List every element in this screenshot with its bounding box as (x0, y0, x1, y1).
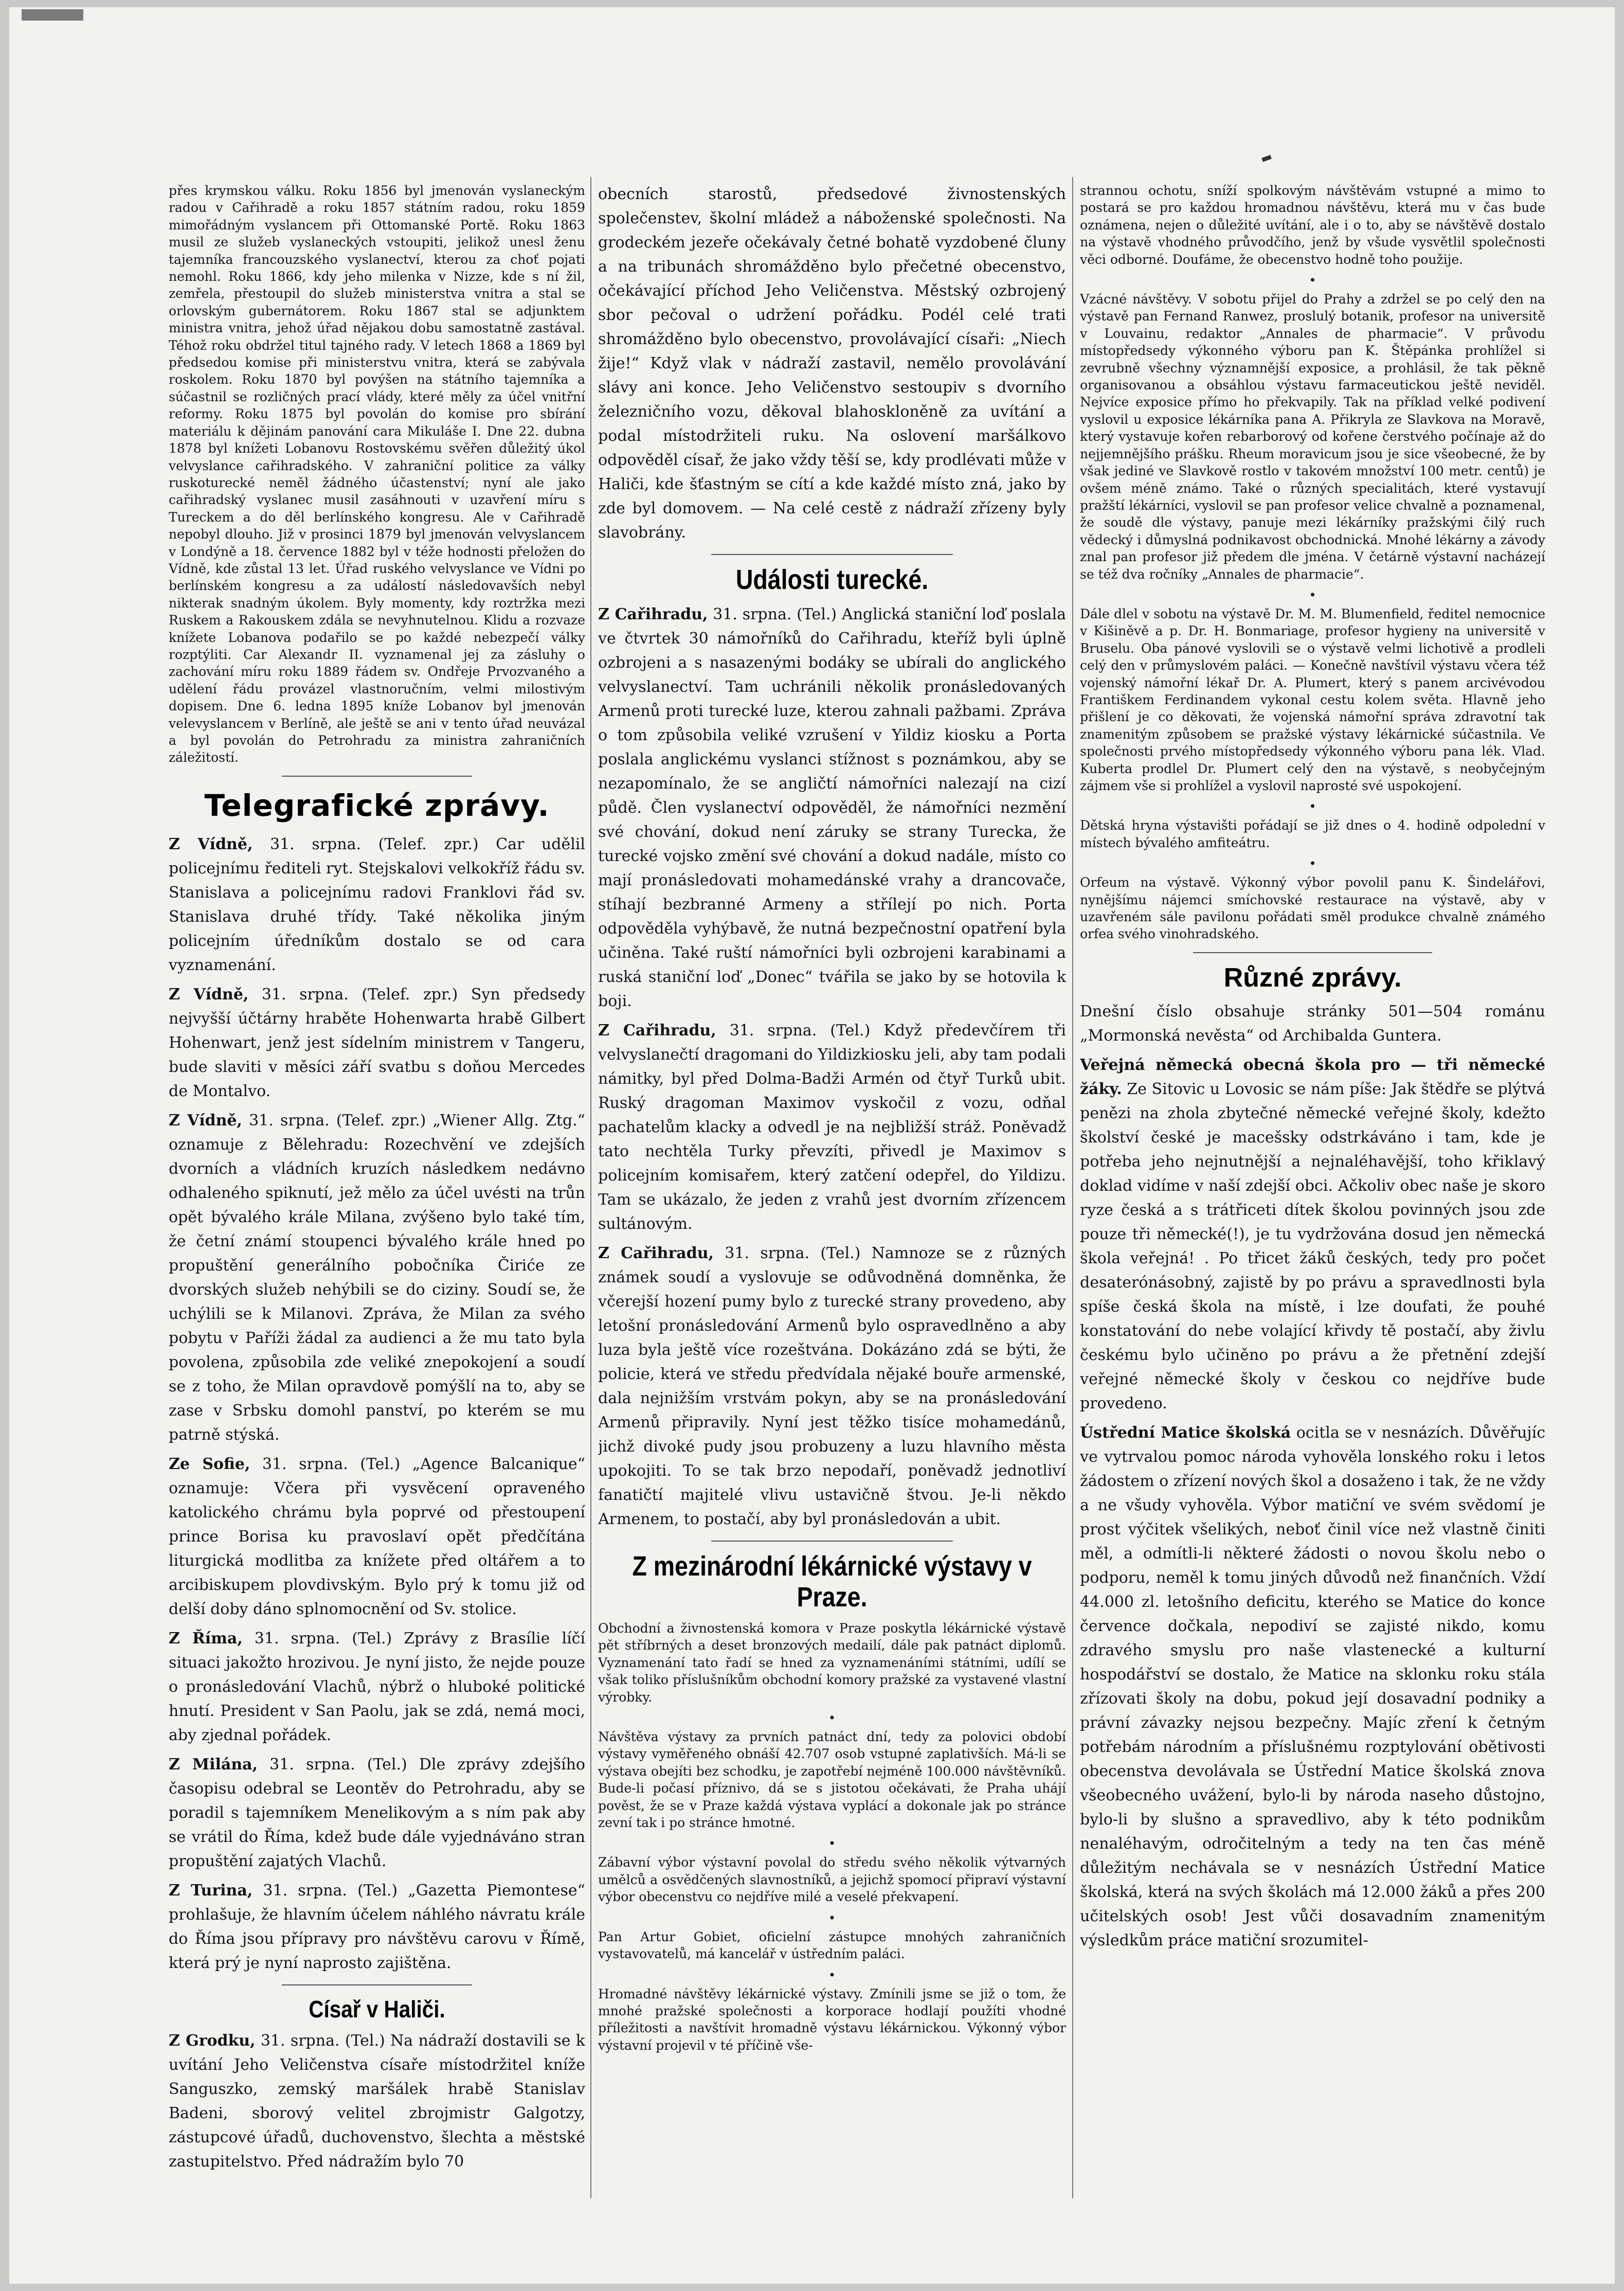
dateline: Z Cařihradu, (598, 1244, 714, 1262)
article-body: 31. srpna. (Tel.) „Gazetta Piemontese“ prohlašuje, že hlavním účelem náhlého návratu krále do Říma jsou přípravy pro návštěvu carovu v Římě, která prý je nyní naprosto zajištěna. (169, 1881, 585, 1972)
article-body: 31. srpna. (Tel.) Namnoze se z různých známek soudí a vyslovuje se odůvodněná domněnka, že včerejší hození pumy bylo z turecké strany provedeno, aby letošní pronásledování Armenů bylo ospravedlněno a aby luza byla ještě více rozeštvána. Dokázáno zdá se býti, že policie, která ve středu předvídala nějaké bouře armenské, dala nejnižším vrstvám pokyn, aby se na pronásledování Armenů připravily. Nyní jest těžko tisíce mohamedánů, jichž divoké pudy jsou probuzeny a luzu hlavního města upokojiti. To se tak brzo nepodaří, poněvadž jednotliví fanatičtí majitelé vlivu ustavičně štvou. Je-li někdo Armenem, to postačí, aby byl pronásledován a ubit. (598, 1244, 1066, 1528)
article-body: Ze Sitovic u Lovosic se nám píše: Jak štědře se plýtvá penězi na zhola zbytečné německé veřejné školy, kdežto školství české je macešsky odstrkáváno i tam, kde je potřeba jeho nejnutnější a nejnaléhavější, toho křiklavý doklad vidíme v naší zdejší obci. Ačkoliv obec naše je skoro ryze česká a s trátřiceti dítek školou povinných jsou zde pouze tři německé(!), je tu vydržována dosud jen německá škola veřejná! . Po třicet žáků českých, tedy pro počet desaterónásobný, zajistě by po právu a spravedlnosti byla spíše česká škola na místě, i lze doufati, že pouhé konstatování do nebe volající křivdy tě postačí, aby živlu českému bylo učiněno po právu a že přetnění zdejší veřejné německé školy v českou co nejdříve bude provedeno. (1080, 1080, 1545, 1412)
exhibition-item-gobiet: Pan Artur Gobiet, oficielní zástupce mnohých zahraničních vystavovatelů, má kancelář v ústředním paláci. (598, 1929, 1066, 1962)
article-sofia (169, 1452, 585, 1621)
dateline: Z Milána, (169, 1755, 258, 1774)
dateline: Z Turina, (169, 1881, 253, 1900)
column-rule (1072, 177, 1073, 2198)
heading-udalosti-turecke: Události turecké. (735, 564, 929, 595)
item-separator: • (1309, 799, 1316, 814)
article-title: Ústřední Matice školská (1080, 1423, 1291, 1442)
article-body: 31. srpna. (Tel.) Když předevčírem tři velvyslanečtí dragomani do Yildizkiosku jeli, aby tam podali námitky, byl před Dolma-Badži Armén od čtyř Turků ubit. Ruský dragoman Maximov vyskočil z vozu, odňal pachatelům klacky a odvedl je na nejbližší stráž. Poněvadž tato nechtěla Turky převzíti, přivedl je Maximov s policejním komisařem, který zatčení odepřel, do Yildizu. Tam se ukázalo, že jeden z vrahů jest dvorním zřízencem sultánovým. (598, 1022, 1066, 1233)
newspaper-page (9, 7, 1615, 2284)
scan-edge-mark (22, 9, 83, 21)
exhibition-item-entertainment: Zábavní výbor výstavní povolal do středu svého několik výtvarných umělců a osvědčených slavnostníků, a jejichž spomocí připraví výstavní výbor obecenstvu co nejdříve milé a veselé překvapení. (598, 1855, 1066, 1905)
exhibition-item-rare-visits: Vzácné návštěvy. V sobotu přijel do Prahy a zdržel se po celý den na výstavě pan Fernand Ranwez, proslulý botanik, profesor na universitě v Louvainu, redaktor „Annales de pharmacie“. V průvodu místopředsedy výkonného výboru pan K. Štěpánka prohlížel si zevrubně všechny významnější exposice, a prohlásil, že tak pěkně organisovanou a obsáhlou výstavu farmaceutickou ještě neviděl. Nejvíce exposice přímo ho překvapily. Tak na příklad velké podivení vyslovil u exposice lékárníka pana A. Přikryla ze Slavkova na Moravě, který vystavuje kořen rebarborový od kořene čerstvého počínaje až do nejjemnějšího prášku. Rheum moravicum jsou je sice všeobecné, že by však jediné ve Slavkově rostlo v takovém množství 100 metr. centů) je ovšem méně známo. Také o různých specialitách, které vystavují pražští lékárníci, vyslovil se pan profesor velice chvalně a poznamenal, že soudě dle výstavy, panuje mezi lékárníky pražskými čilý ruch vědecký i důmyslná podnikavost obchodnická. Mnohé lékárny a závody znal pan profesor již předem dle jména. V četárně výstavní nacházejí se též dva ročníky „Annales de pharmacie“. (1080, 292, 1545, 582)
item-separator: • (828, 1967, 836, 1982)
article-constantinople-2 (598, 1018, 1066, 1236)
notice-novel-pages: Dnešní číslo obsahuje stránky 501—504 románu „Mormonská nevěsta“ od Archibalda Guntera. (1080, 1002, 1545, 1045)
column-3 (1080, 182, 1545, 2198)
dateline: Z Grodku, (169, 2031, 256, 2050)
column-2 (598, 182, 1066, 2198)
article-body: 31. srpna. (Telef. zpr.) Syn předsedy nejvyšší účtárny hraběte Hohenwarta hrabě Gilbert Hohenwart, jenž jest sídelním ministrem v Tangeru, bude slaviti v měsíci září svatbu s doňou Mercedes de Montalvo. (169, 985, 585, 1100)
section-divider (282, 776, 472, 777)
article-grodek-continued: obecních starostů, předsedové živnostenských společenstev, školní mládež a náboženské společnosti. Na grodeckém jezeře očekávaly četné bohatě vyzdobené čluny a na tribunách shromážděno bylo přečetné obecenstvo, očekávající příchod Jeho Veličenstva. Městský ozbrojený sbor pečoval o udržení pořádku. Podél celé trati shromážděno bylo obecenstvo, provolávající císaři: „Niech žije!“ Když vlak v nádraží zastavil, nemělo provolávání slávy ani konce. Jeho Veličenstvo sestoupiv s dvorního železničního vozu, děkoval blahoskloněně za uvítání a podal místodržiteli ruku. Na oslovení maršálkovo odpověděl císař, že jako vždy těší se, kdy prodlévati může v Haliči, kde šťastným se cítí a kde každé místo zná, jako by zde byl domovem. — Na celé cestě z nádraží zřízeny byly slavobrány. (598, 185, 1066, 542)
column-rule (590, 177, 591, 2198)
article-german-school (1080, 1053, 1545, 1416)
exhibition-item-group-visits: Hromadné návštěvy lékárnické výstavy. Zmínili jsme se již o tom, že mnohé pražské společnosti a korporace hodlají použíti vhodné příležitosti a navštívit hromadně výstavu lékárnickou. Výkonný výbor výstavní projevil v té příčině vše- (598, 1986, 1066, 2053)
dateline: Z Cařihradu, (598, 605, 708, 623)
item-separator: • (828, 1836, 836, 1851)
dateline: Z Vídně, (169, 1111, 242, 1130)
item-separator: • (1309, 273, 1316, 288)
article-body: ocitla se v nesnázích. Důvěřujíc ve vytrvalou pomoc národa vyhověla lonského roku i letos žádostem o zřízení nových škol a dosaženo i tak, že ne vždy a ne všudy vyhověla. Výbor matiční ve svém svědomí je prost výčitek všelikých, neboť činil více než vlastně činiti měl, a odmítli-li některé žádosti o novou školu nebo o podporu, neměl k tomu jiných důvodů než finančních. Vždí 44.000 zl. letošního deficitu, kterého se Matice do konce července dočkala, nepodiví se zajisté nikdo, komu zdravého smyslu pro naše vlastenecké a kulturní hospodářství se dostalo, že Matice na sklonku roku stála zřízovati školy na dobu, pokud její dosavadní podniky a právní závazky nejsou bezpečny. Majíc zření k četným potřebám národním a příslušnému rozptylování obětivosti obecenstva devolávala se Ústřední Matice školská znova všeobecného uvážení, bylo-li by národa naseho důstojno, bylo-li by slušno a spravedlivo, aby k této podnikům nenaléhavým, odročitelným a tedy na ten čas méně důležitým nechávala se v nesnázích Ústřední Matice školská, která na svých školách má 12.000 žáků a přes 200 učitelských osob! Jest vůči dosavadním znamenitým výsledkům práce matiční srozumitel- (1080, 1423, 1545, 1949)
dateline: Z Cařihradu, (598, 1022, 716, 1040)
article-body: 31. srpna. (Telef. zpr.) „Wiener Allg. Ztg.“ oznamuje z Bělehradu: Rozechvění ve zdejších dvorních a vládních kruzích následkem nedávno odhaleného spiknutí, jež mělo za účel uvésti na trůn opět bývalého krále Milana, zvýšeno bylo také tím, že četní známí stoupenci bývalého krále hned po propuštění generálního pobočníka Čiriće ze dvorských služeb nehýbili se do ciziny. Soudí se, že uchýlili se k Milanovi. Zpráva, že Milan za svého pobytu v Paříži žádal za audienci a že mu tato byla povolena, způsobila zde veliké znepokojení a soudí se z toho, že Milan opravdově pomýšlí na to, aby se zase v Srbsku domohl panství, po kterém se mu patrně stýská. (169, 1111, 585, 1444)
article-vienna-2 (169, 982, 585, 1103)
section-divider (282, 1984, 472, 1985)
article-body: 31. srpna. (Tel.) Anglická staniční loď poslala ve čtvrtek 30 námořníků do Cařihradu, kteříž byli úplně ozbrojeni a s nasazenými bodáky se ubírali do anglického velvyslanectví. Tam uchránili několik pronásledovaných Armenů proti turecké luze, kterou zahnali pažbami. Zpráva o tom způsobila veliké vzrušení v Yildiz kiosku a Porta poslala anglickému vyslanci stížnost s poznámkou, aby se nezapomínalo, že se angličtí námořníci nalezají na cizí půdě. Člen vyslanectví odpověděl, že námořníci nezmění své chování, dokud není záruky se strany Turecka, že turecké vojsko změní své chování a dokud nadále, místo co mají pronásledovati mohamedánské vrahy a drancovače, stíhají bezbranné Armeny a střílejí po nich. Porta odpověděla vyhýbavě, že nutná bezpečnostní opatření byla učiněna. Také ruští námořníci byli ozbrojeni karabinami a ruská staniční loď „Donec“ tvářila se jako by se hotovila k boji. (598, 605, 1066, 1010)
exhibition-item-orfeum: Orfeum na výstavě. Výkonný výbor povolil panu K. Šindelářovi, nynějšímu nájemci smíchovské restaurace na výstavě, aby v uzavřeném sále pavilonu pořádati směl produkce chvalně známého orfea svého vinohradského. (1080, 875, 1545, 942)
section-divider (711, 1541, 953, 1542)
article-body: 31. srpna. (Tel.) Na nádraží dostavili se k uvítání Jeho Veličenstva císaře místodržitel kníže Sanguszko, zemský maršálek hrabě Stanislav Badeni, sborový velitel zbrojmistr Galgotzy, zástupcové úřadů, duchovenstvo, šlechta a městské zastupitelstvo. Před nádražím bylo 70 (169, 2031, 585, 2171)
dateline: Z Vídně, (169, 985, 249, 1004)
article-title: Veřejná německá obecná škola pro — tři německé žáky. (1080, 1055, 1545, 1098)
article-constantinople-3 (598, 1241, 1066, 1531)
section-divider (711, 554, 953, 555)
dateline: Z Říma, (169, 1629, 243, 1648)
ink-mark (1261, 155, 1272, 162)
exhibition-item-chamber: Obchodní a živnostenská komora v Praze poskytla lékárnické výstavě pět stříbrných a deset bronzových medailí, dále pak patnáct diplomů. Vyznamenání tato řadí se hned za vyznamenáními státními, udílí se však toliko příslušníkům obchodní komory pražské za vystavené vlastní výrobky. (598, 1621, 1066, 1705)
item-separator: • (828, 1711, 836, 1726)
article-grodek (169, 2029, 585, 2174)
column-1 (169, 182, 585, 2198)
exhibition-item-visitors: Dále dlel v sobotu na výstavě Dr. M. M. Blumenfield, ředitel nemocnice v Kišiněvě a p. Dr. H. Bonmariage, profesor hygieny na universitě v Bruselu. Oba pánové vyslovili se o výstavě velmi lichotivě a prodleli celý den v průmyslovém paláci. — Konečně navštívil výstavu včera též vojenský námořní lékař Dr. A. Plumert, který s panem arcivévodou Františkem Ferdinandem vykonal cestu kolem světa. Hlavně jeho přišlení je co děkovati, že vojenská námořní správa zdravotní tak znamenitým způsobem se pražské výstavy lékárnické súčastnila. Ve společnosti prvého místopředsedy výkonného výboru pana lék. Vlad. Kuberta prodlel Dr. Plumert celý den na výstavě, s neobyčejným zájmem vše si prohlížel a vyslovil naprosté své uspokojení. (1080, 606, 1545, 793)
article-vienna-1 (169, 832, 585, 977)
exhibition-item-children-games: Dětská hryna výstavišti pořádají se již dnes o 4. hodině odpolední v místech bývalého amfiteátru. (1080, 818, 1545, 850)
article-body: 31. srpna. (Tel.) „Agence Balcanique“ oznamuje: Včera při vysvěcení opraveného katolického chrámu byla poprvé od přestoupení prince Borisa ku pravoslaví opět předčítána liturgická modlitba za knížete před oltářem a to arcibiskupem plovdivským. Bylo prý k tomu již od delší doby dáno splnomocnění od Sv. stolice. (169, 1455, 585, 1618)
item-separator: • (828, 1910, 836, 1925)
item-separator: • (1309, 587, 1316, 602)
item-separator: • (1309, 856, 1316, 871)
exhibition-group-visits-continued: strannou ochotu, sníží spolkovým návštěvám vstupné a mimo to postará se pro každou hromadnou návštěvu, která mu v čas bude oznámena, nejen o důležité uvítání, ale i o to, aby se návštěvě dostalo na výstavě vhodného průvodčího, jenž by všude vysvětlil společnosti věci odborné. Doufáme, že obecenstvo hodně toho použije. (1080, 183, 1545, 267)
heading-telegraficke-zpravy: Telegrafické zprávy. (204, 787, 550, 823)
heading-lekarnicka-vystava: Z mezinárodní lékárnické výstavy v Praze. (632, 1551, 1032, 1613)
article-body: 31. srpna. (Tel.) Dle zprávy zdejšího časopisu odebral se Leontěv do Petrohradu, aby se poradil s tajemníkem Menelikovým a s ním pak aby se vrátil do Říma, kdež bude dále vyjednáváno stran propuštění zajatých Vlachů. (169, 1755, 585, 1870)
dateline: Z Vídně, (169, 835, 253, 853)
lobanov-biography-text: přes krymskou válku. Roku 1856 byl jmenován vyslaneckým radou v Cařihradě a roku 1857 státním radou, roku 1859 mimořádným vyslancem při Ottomanské Portě. Roku 1863 musil ze služeb vyslaneckých vstoupiti, jelikož unesl ženu tajemníka francouzského vyslanectví, kterou za choť pojati nemohl. Roku 1866, kdy jeho milenka v Nizze, kde s ní žil, zemřela, přestoupil do služeb ministerstva vnitra a stal se orlovským gubernátorem. Roku 1867 stal se adjunktem ministra vnitra, jehož úřad nějakou dobu samostatně zastával. Téhož roku obdržel titul tajného rady. V letech 1868 a 1869 byl předsedou komise při ministerstvu vnitra, která se zabývala roskolem. Roku 1870 byl povýšen na státního tajemníka a súčastnil se rozličných prací vlády, které měly za účel vnitřní reformy. Roku 1875 byl povolán do komise pro sbírání materiálu k dějinám panování cara Mikuláše I. Dne 22. dubna 1878 byl knížeti Lobanovu Rostovskému svěřen důležitý úkol velvyslance cařihradského. V zahraniční politice za války ruskoturecké neměl žádného účastenství; nyní ale jako cařihradský vyslanec musil zasáhnouti v uzavření míru s Tureckem a do děl berlínského kongresu. Ale v Cařihradě nepobyl dlouho. Již v prosinci 1879 byl jmenován velvyslancem v Londýně a 18. července 1882 byl v téže hodnosti přeložen do Vídně, kde zůstal 13 let. Úřad ruského velvyslance ve Vídni po berlínském kongresu a za událostí následovavších nebyl nikterak snadným úkolem. Byly momenty, kdy roztržka mezi Ruskem a Rakouskem zdála se nevyhnutelnou. Klidu a rozvaze knížete Lobanova podařilo se po každé nebezpečí války rozptýliti. Car Alexandr II. vyznamenal jej za zásluhy o zachování míru roku 1889 řádem sv. Ondřeje Prvozvaného a udělení řádu provázel vlastnoručním, velmi milostivým dopisem. Dne 6. ledna 1895 kníže Lobanov byl jmenován velevyslancem v Berlíně, ale ještě se ani v tento úřad neuvázal a byl povolán do Petrohradu za ministra zahraničních záležitostí. (169, 183, 585, 765)
article-vienna-3 (169, 1108, 585, 1447)
exhibition-item-attendance: Návštěva výstavy za prvních patnáct dní, tedy za polovici období výstavy vyměřeného obnáší 42.707 osob vstupné zaplativších. Má-li se výstava obejíti bez schodku, je zapotřebí nejméně 100.000 návštěvníků. Bude-li počasí příznivo, dá se s jistotou očekávati, že Praha uhájí pověst, že se v Praze každá výstava vyplácí a dokonale jak po stránce zevní tak i po stránce hmotné. (598, 1729, 1066, 1831)
heading-cisar-v-halici: Císař v Haliči. (309, 1995, 445, 2022)
article-turin (169, 1878, 585, 1975)
dateline: Ze Sofie, (169, 1455, 250, 1473)
article-milan (169, 1752, 585, 1873)
article-constantinople-1 (598, 602, 1066, 1013)
article-body: 31. srpna. (Telef. zpr.) Car udělil policejnímu řediteli ryt. Stejskalovi velkokříž řádu sv. Stanislava a policejnímu radovi Franklovi řád sv. Stanislava druhé třídy. Také několika jiným policejním úředníkům dostalo se od cara vyznamenání. (169, 835, 585, 974)
section-divider (1193, 952, 1432, 953)
article-rome (169, 1626, 585, 1747)
article-body: 31. srpna. (Tel.) Zprávy z Brasílie líčí situaci jakožto hrozivou. Je nyní jisto, že nejde pouze o pronásledování Vlachů, nýbrž o hluboké politické hnutí. President v San Paolu, jak se zdá, nemá moci, aby zjednal pořádek. (169, 1629, 585, 1744)
article-matice-skolska (1080, 1421, 1545, 1953)
heading-ruzne-zpravy: Různé zprávy. (1223, 962, 1402, 993)
